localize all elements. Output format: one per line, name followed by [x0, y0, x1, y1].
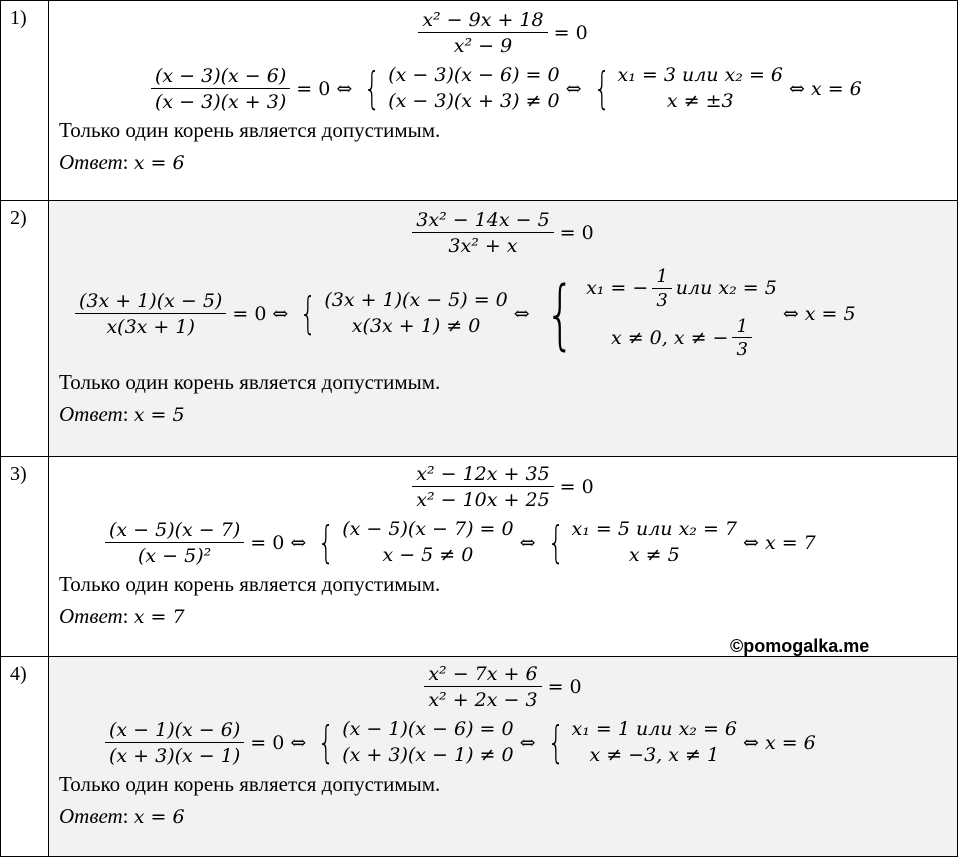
solution-chain: $\frac{(x - 5)(x - 7)}{\text{(x − 5)²}}$ = 0 ⇔ { (x − 5)(x − 7) = 0 x − 5 ≠ 0 ⇔ { x₁ = 5 или x₂ = 7 x ≠ 5 ⇔ x = 7 [105, 517, 957, 568]
problem-label: 4) [1, 657, 49, 857]
note-text: Только один корень является допустимым. [59, 772, 441, 797]
given-equation: $\frac{\text{x² − 7x + 6}}{\text{x² + 2x − 3}}$ = 0 [49, 663, 957, 711]
problem-label: 3) [1, 457, 49, 657]
problem-label: 1) [1, 1, 49, 201]
factored-fraction: $\frac{(3x + 1)(x - 5)}{x(3x + 1)}$ [75, 290, 226, 338]
problem-label: 2) [1, 201, 49, 457]
system-2: { x₁ = 1 или x₂ = 6 x ≠ −3, x ≠ 1 [547, 716, 738, 768]
answer-line: Ответ: x = 7 [59, 604, 185, 629]
problem-row-3 [1, 457, 958, 657]
given-fraction: $\frac{\text{x² − 9x + 18}}{\text{x² − 9}}$ [418, 9, 547, 57]
result: x = 6 [810, 77, 862, 100]
answer-line: Ответ: x = 6 [59, 804, 185, 829]
given-fraction: $\frac{\text{x² − 12x + 35}}{\text{x² − 10x + 25}}$ [412, 463, 553, 511]
system-2: { x₁ = 3 или x₂ = 6 x ≠ ±3 [593, 62, 784, 114]
answer-line: Ответ: x = 5 [59, 402, 185, 427]
given-equation: $\frac{\text{x² − 12x + 35}}{\text{x² − 10x + 25}}$ = 0 [49, 463, 957, 511]
solution-chain: $\frac{(3x + 1)(x - 5)}{x(3x + 1)}$ = 0 ⇔ { (3x + 1)(x − 5) = 0 x(3x + 1) ≠ 0 ⇔ { x₁ = − $\frac{1}{3}$ или x₂ = 5 x ≠ 0, x ≠ − $\frac{1}{3}$ ⇔ x = 5 [75, 267, 957, 360]
system-1: { (x − 5)(x − 7) = 0 x − 5 ≠ 0 [317, 516, 514, 568]
result: x = 6 [764, 731, 816, 754]
factored-fraction: $\frac{(x - 5)(x - 7)}{\text{(x − 5)²}}$ [105, 519, 244, 567]
given-fraction: $\frac{\text{3x² − 14x − 5}}{\text{3x² + x}}$ [412, 209, 553, 257]
watermark: ©pomogalka.me [730, 636, 870, 656]
system-1: { (x − 1)(x − 6) = 0 (x + 3)(x − 1) ≠ 0 [317, 716, 514, 768]
problem-row-1 [1, 1, 958, 201]
given-equation: $\frac{\text{3x² − 14x − 5}}{\text{3x² + x}}$ = 0 [49, 209, 957, 257]
system-2: { x₁ = 5 или x₂ = 7 x ≠ 5 [547, 516, 738, 568]
result: x = 5 [804, 302, 856, 325]
given-fraction: $\frac{\text{x² − 7x + 6}}{\text{x² + 2x − 3}}$ [424, 663, 541, 711]
factored-fraction: $\frac{(x - 1)(x - 6)}{(x + 3)(x - 1)}$ [105, 719, 244, 767]
note-text: Только один корень является допустимым. [59, 370, 441, 395]
answer-line: Ответ: x = 6 [59, 150, 185, 175]
problem-row-4 [1, 657, 958, 857]
system-1: { (x − 3)(x − 6) = 0 (x − 3)(x + 3) ≠ 0 [363, 62, 560, 114]
solution-chain: $\frac{(x - 3)(x - 6)}{(x - 3)(x + 3)}$ = 0 ⇔ { (x − 3)(x − 6) = 0 (x − 3)(x + 3) ≠ 0 ⇔ { x₁ = 3 или x₂ = 6 x ≠ ±3 ⇔ x = 6 [89, 63, 957, 114]
note-text: Только один корень является допустимым. [59, 118, 441, 143]
problem-row-2 [1, 201, 958, 457]
given-equation: $\frac{\text{x² − 9x + 18}}{\text{x² − 9}}$ = 0 [49, 9, 957, 57]
result: x = 7 [764, 531, 816, 554]
note-text: Только один корень является допустимым. [59, 572, 441, 597]
system-2: { x₁ = − $\frac{1}{3}$ или x₂ = 5 x ≠ 0, x ≠ − $\frac{1}{3}$ [545, 266, 777, 361]
factored-fraction: $\frac{(x - 3)(x - 6)}{(x - 3)(x + 3)}$ [151, 65, 290, 113]
system-1: { (3x + 1)(x − 5) = 0 x(3x + 1) ≠ 0 [299, 287, 508, 339]
solution-chain: $\frac{(x - 1)(x - 6)}{(x + 3)(x - 1)}$ = 0 ⇔ { (x − 1)(x − 6) = 0 (x + 3)(x − 1) ≠ 0 ⇔ { x₁ = 1 или x₂ = 6 x ≠ −3, x ≠ 1 ⇔ x = 6 [105, 717, 957, 768]
